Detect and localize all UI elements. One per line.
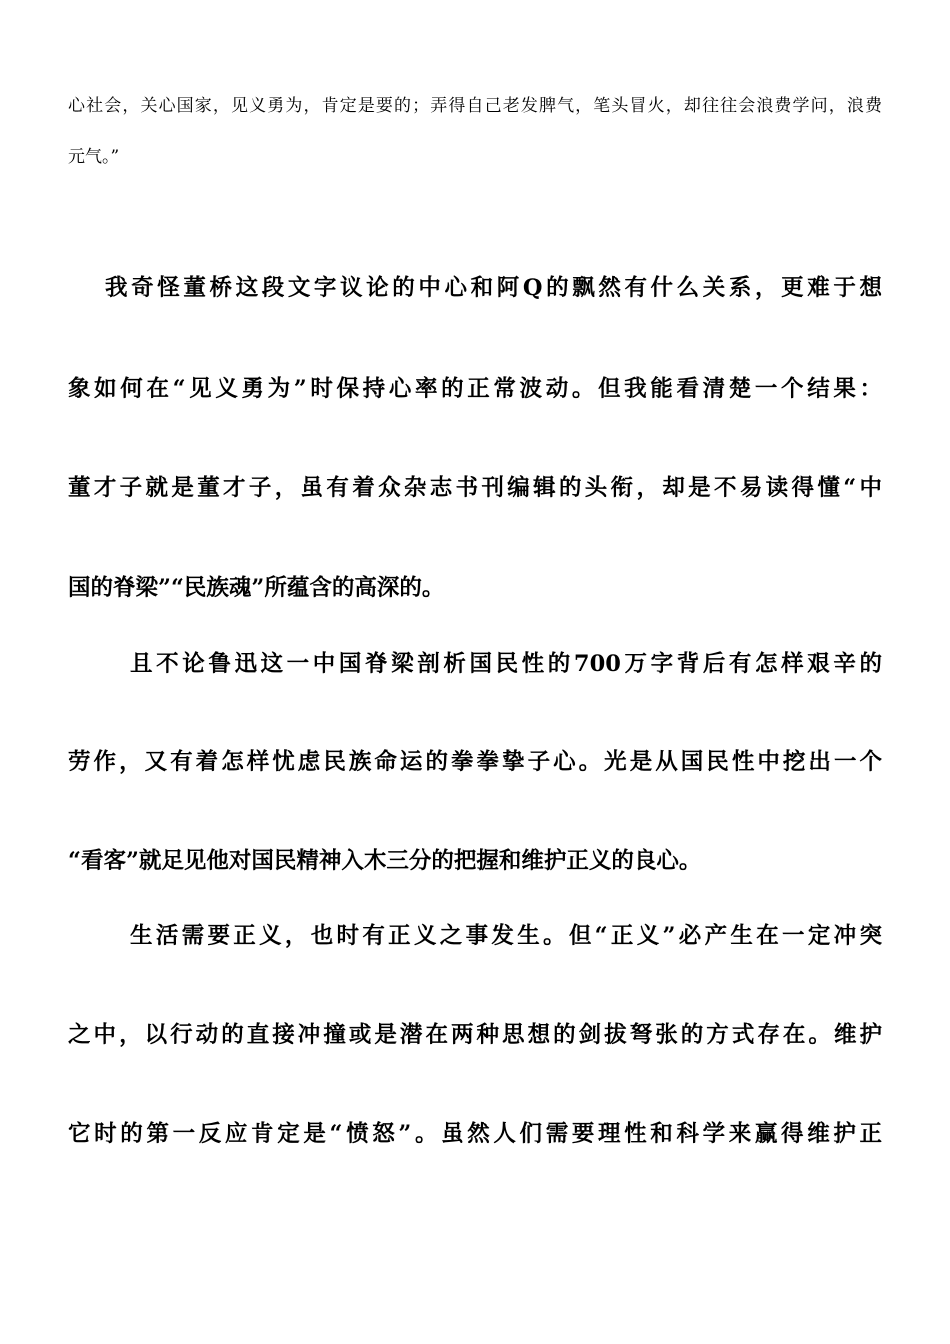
paragraph-2-line-2: 劳作，又有着怎样忧虑民族命运的拳拳挚子心。光是从国民性中挖出一个	[68, 749, 882, 775]
paragraph-3-line-2: 之中，以行动的直接冲撞或是潜在两种思想的剑拔弩张的方式存在。维护	[68, 1022, 882, 1048]
paragraph-2-line-3: “看客”就足见他对国民精神入木三分的把握和维护正义的良心。	[68, 848, 702, 874]
paragraph-3-line-1: 生活需要正义，也时有正义之事发生。但“正义”必产生在一定冲突	[130, 923, 882, 949]
paragraph-2-line-1: 且不论鲁迅这一中国脊梁剖析国民性的700万字背后有怎样艰辛的	[130, 651, 882, 677]
paragraph-3-line-3: 它时的第一反应肯定是“愤怒”。虽然人们需要理性和科学来赢得维护正	[68, 1121, 882, 1147]
paragraph-1-line-2: 象如何在“见义勇为”时保持心率的正常波动。但我能看清楚一个结果：	[68, 376, 882, 402]
paragraph-1-line-1: 我奇怪董桥这段文字议论的中心和阿Q的飘然有什么关系，更难于想	[105, 275, 882, 301]
quote-line-2: 元气。”	[68, 147, 120, 167]
paragraph-1-line-3: 董才子就是董才子，虽有着众杂志书刊编辑的头衔，却是不易读得懂“中	[68, 475, 882, 501]
paragraph-1-line-4: 国的脊梁”“民族魂”所蕴含的高深的。	[68, 575, 445, 601]
quote-line-1: 心社会，关心国家，见义勇为，肯定是要的；弄得自己老发脾气，笔头冒火，却往往会浪费学问，浪费	[68, 96, 882, 116]
